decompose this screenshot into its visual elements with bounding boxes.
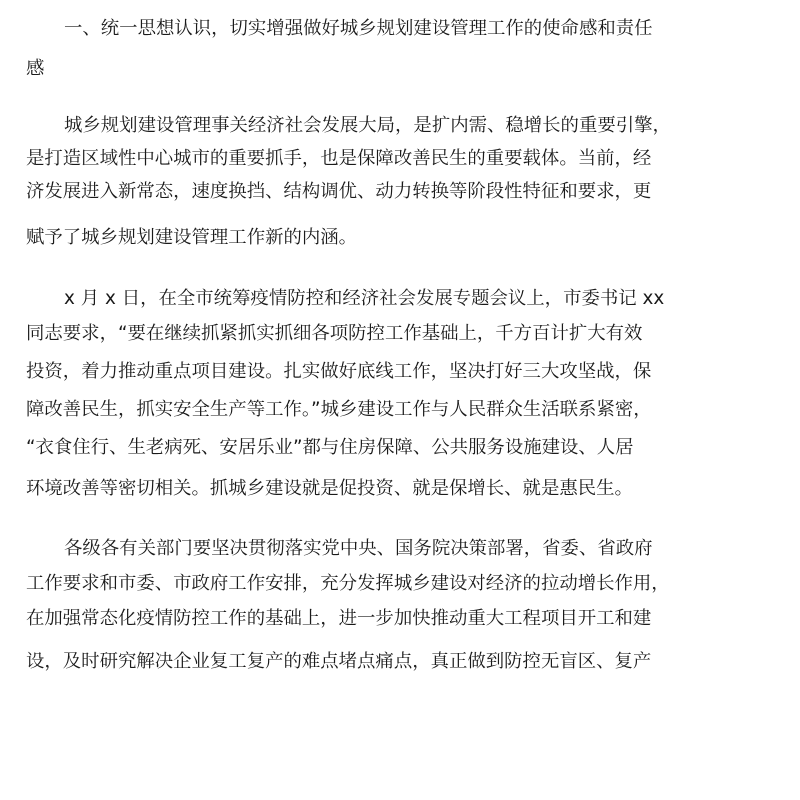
paragraph-line: 赋予了城乡规划建设管理工作新的内涵。 [26, 227, 358, 248]
heading-line: 一、统一思想认识，切实增强做好城乡规划建设管理工作的使命感和责任 [64, 18, 653, 39]
paragraph-line: 障改善民生，抓实安全生产等工作。”城乡建设工作与人民群众生活联系紧密， [26, 399, 652, 420]
heading-line: 感 [26, 58, 45, 79]
paragraph-line: 设，及时研究解决企业复工复产的难点堵点痛点，真正做到防控无盲区、复产 [26, 651, 652, 672]
paragraph-line: 在加强常态化疫情防控工作的基础上，进一步加快推动重大工程项目开工和建 [26, 608, 652, 629]
paragraph-line: 同志要求，“要在继续抓紧抓实抓细各项防控工作基础上，千方百计扩大有效 [26, 323, 643, 344]
paragraph-line: 是打造区域性中心城市的重要抓手，也是保障改善民生的重要载体。当前，经 [26, 148, 652, 169]
paragraph-line: 城乡规划建设管理事关经济社会发展大局，是扩内需、稳增长的重要引擎， [64, 115, 671, 136]
paragraph-line: x 月 x 日，在全市统筹疫情防控和经济社会发展专题会议上，市委书记 xx [64, 288, 665, 309]
paragraph-line: 工作要求和市委、市政府工作安排，充分发挥城乡建设对经济的拉动增长作用， [26, 573, 670, 594]
paragraph-line: 济发展进入新常态，速度换挡、结构调优、动力转换等阶段性特征和要求，更 [26, 181, 652, 202]
paragraph-line: 环境改善等密切相关。抓城乡建设就是促投资、就是保增长、就是惠民生。 [26, 478, 633, 499]
paragraph-line: 投资，着力推动重点项目建设。扎实做好底线工作，坚决打好三大攻坚战，保 [26, 361, 652, 382]
paragraph-line: “衣食住行、生老病死、安居乐业”都与住房保障、公共服务设施建设、人居 [26, 437, 634, 458]
paragraph-line: 各级各有关部门要坚决贯彻落实党中央、国务院决策部署，省委、省政府 [64, 538, 653, 559]
